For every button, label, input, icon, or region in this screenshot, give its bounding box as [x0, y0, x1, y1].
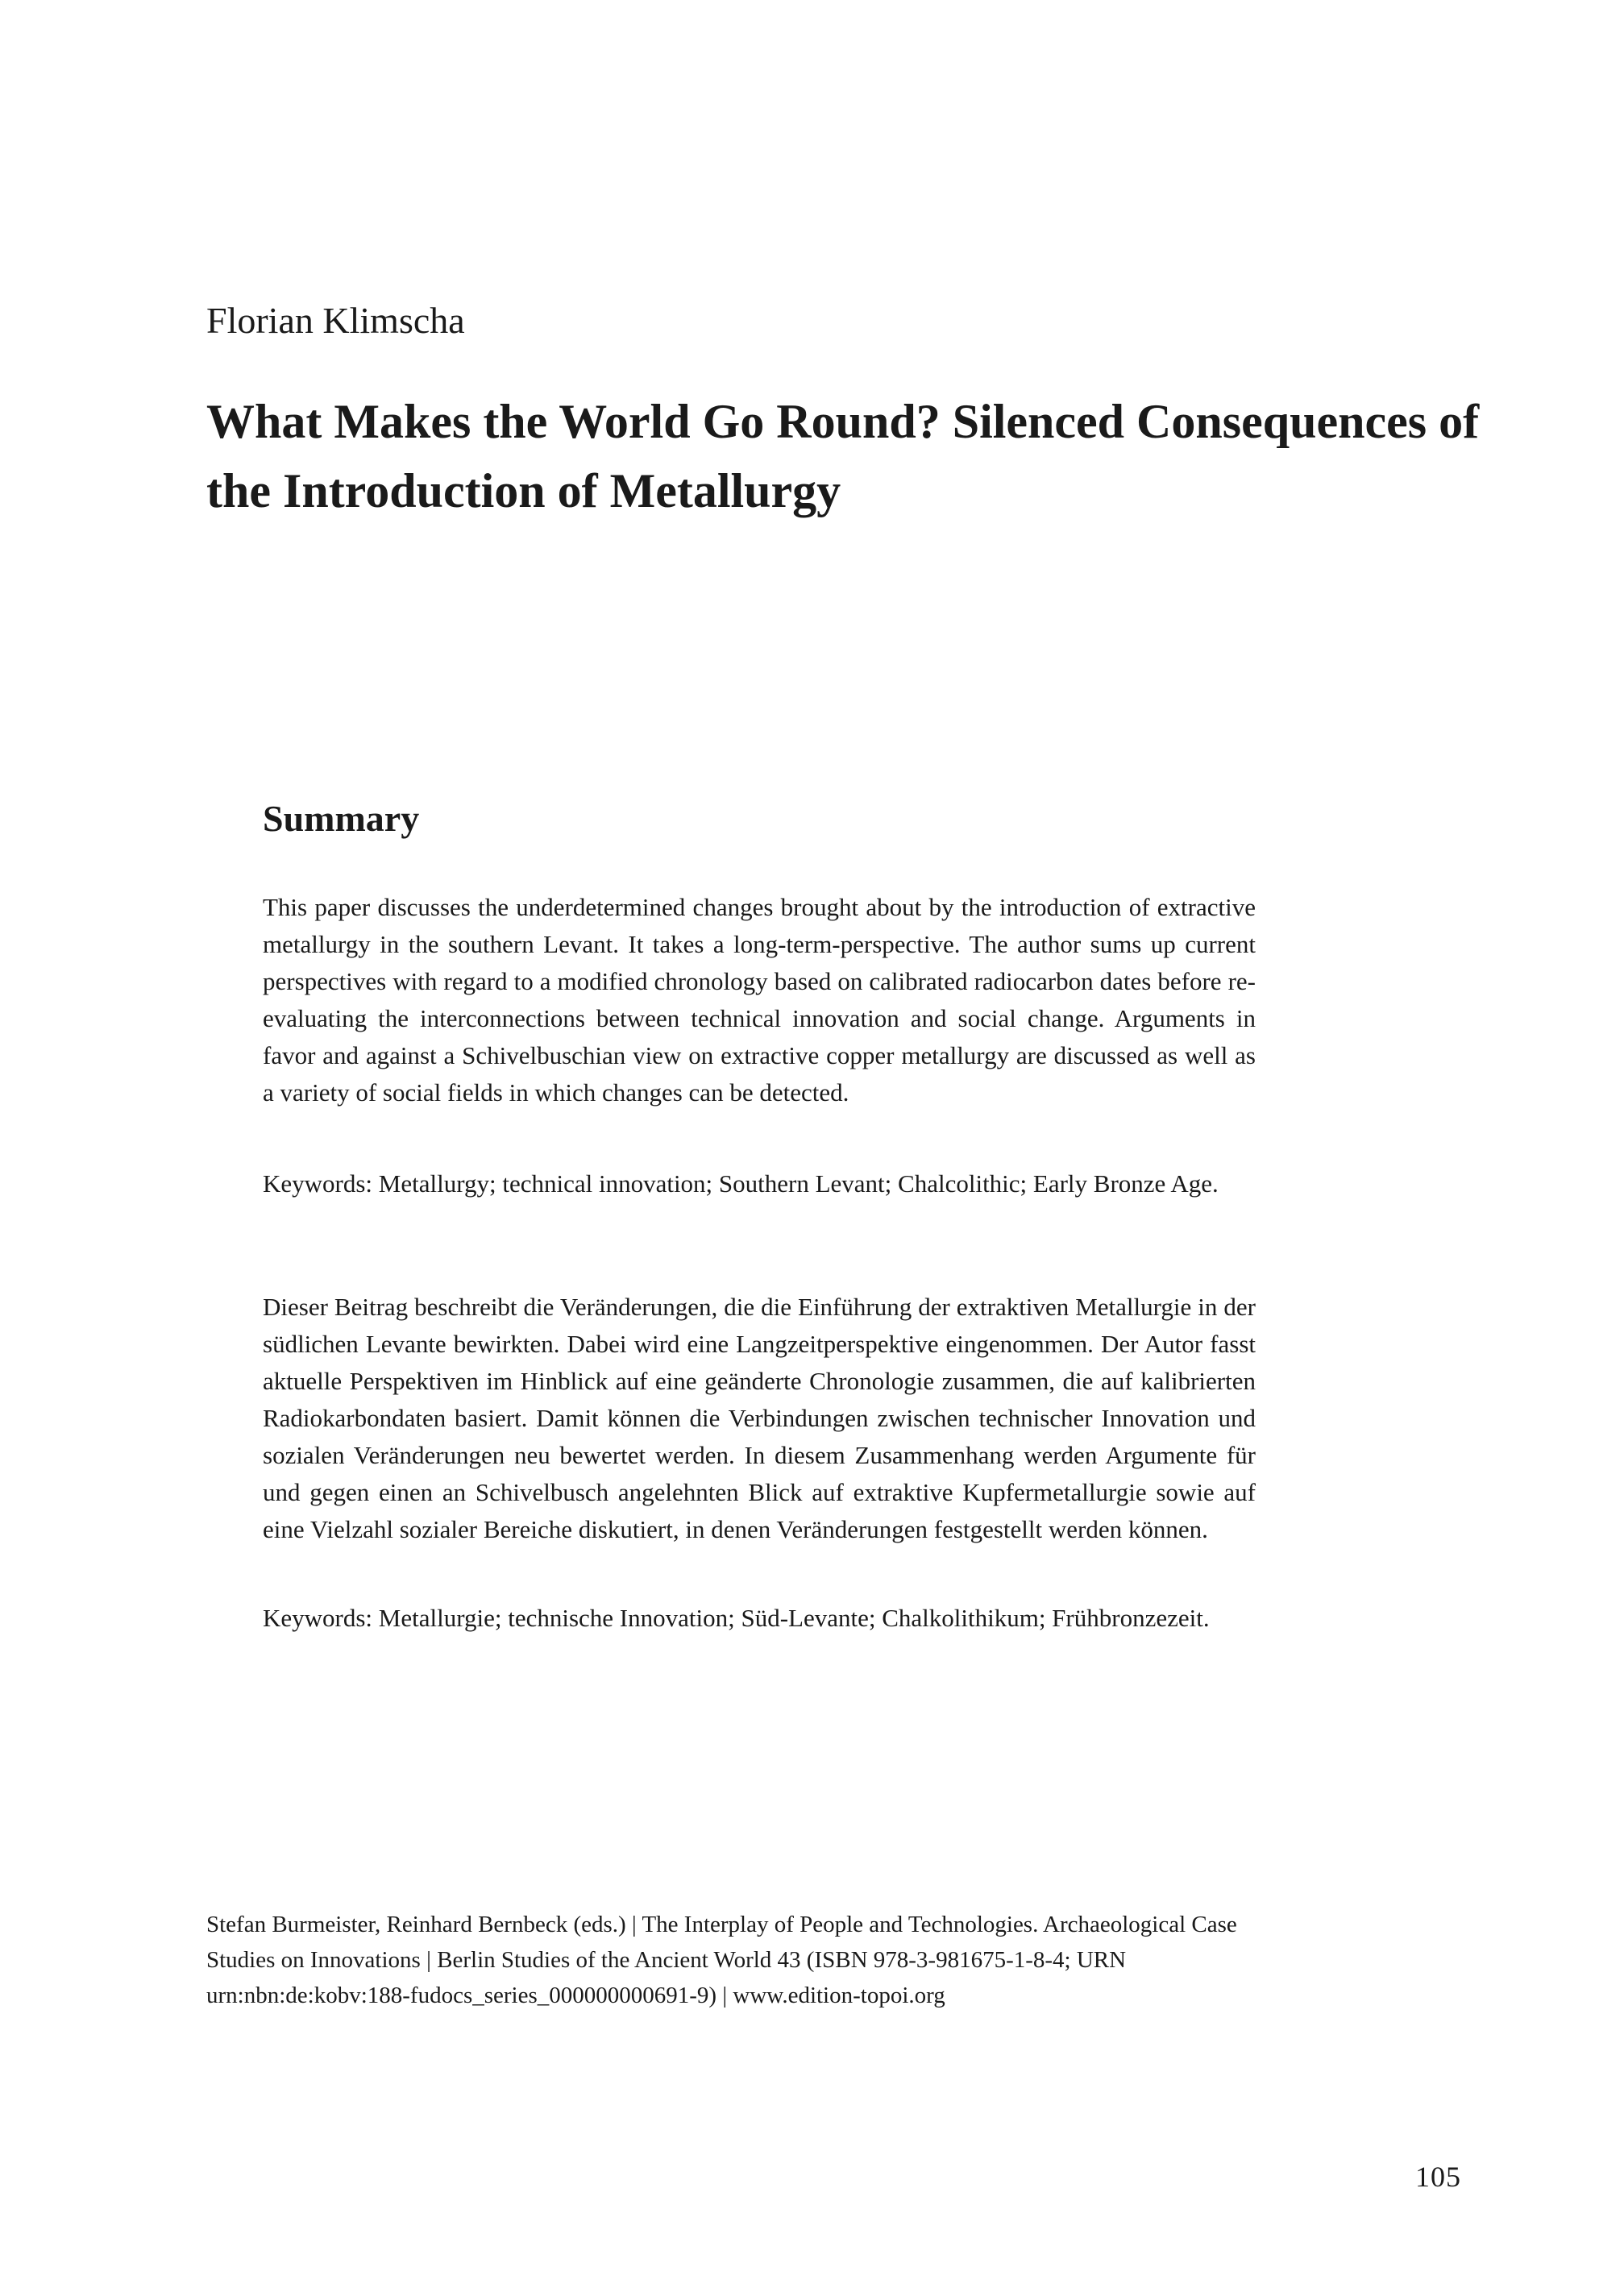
footer-citation: Stefan Burmeister, Reinhard Bernbeck (eds.) | The Interplay of People and Technologies. Archaeological Case Studies on Innovations | Berlin Studies of the Ancient World 43 (ISBN 978-3-981675-1-8-4; URN urn:nbn:de:kobv:188-fudocs_series_000000000691-9) | www.edition-topoi.org	[206, 1912, 1237, 2008]
author-name: Florian Klimscha	[206, 300, 465, 341]
abstract-english: This paper discusses the underdetermined changes brought about by the introduction of extractive metallurgy in the southern Levant. It takes a long-term-perspective. The author sums up current perspectives with regard to a modified chronology based on calibrated radiocarbon dates before re-evaluating the interconnections between technical innovation and social change. Arguments in favor and against a Schivelbuschian view on extractive copper metallurgy are discussed as well as a variety of social fields in which changes can be detected.	[263, 893, 1256, 1107]
page-number: 105	[1415, 2161, 1461, 2193]
keywords-german: Keywords: Metallurgie; technische Innovation; Süd-Levante; Chalkolithikum; Frühbronzezeit.	[263, 1604, 1210, 1632]
paper-title: What Makes the World Go Round? Silenced Consequences of the Introduction of Metallurgy	[206, 395, 1480, 517]
keywords-english: Keywords: Metallurgy; technical innovation; Southern Levant; Chalcolithic; Early Bronze Age.	[263, 1169, 1219, 1198]
summary-heading: Summary	[263, 798, 420, 839]
abstract-german: Dieser Beitrag beschreibt die Veränderungen, die die Einführung der extraktiven Metallurgie in der südlichen Levante bewirkten. Dabei wird eine Langzeitperspektive eingenommen. Der Autor fasst aktuelle Perspektiven im Hinblick auf eine geänderte Chronologie zusammen, die auf kalibrierten Radiokarbondaten basiert. Damit können die Verbindungen zwischen technischer Innovation und sozialen Veränderungen neu bewertet werden. In diesem Zusammenhang werden Argumente für und gegen einen an Schivelbusch angelehnten Blick auf extraktive Kupfermetallurgie sowie auf eine Vielzahl sozialer Bereiche diskutiert, in denen Veränderungen festgestellt werden können.	[263, 1293, 1256, 1543]
